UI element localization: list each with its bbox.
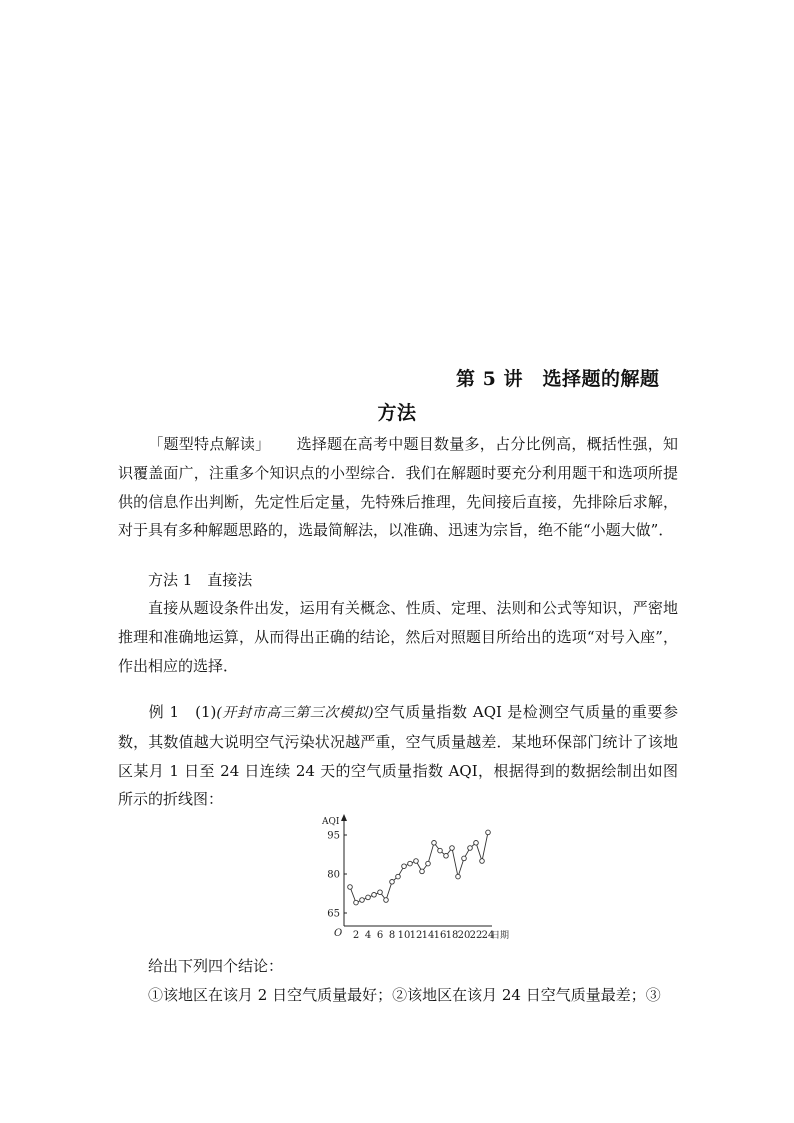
aqi-data-point xyxy=(456,874,461,879)
y-tick-label: 95 xyxy=(327,830,340,842)
example1-text: 空气质量指数 AQI 是检测空气质量的重要参数，其数值越大说明空气污染状况越严重，空气质量越差．某地环保部门统计了该地区某月 1 日至 24 日连续 24 天的空气质量指数 AQI，根据得到的数据绘制出如图所示的折线图： xyxy=(118,703,678,809)
aqi-data-point xyxy=(372,893,377,898)
method1-title-text: 方法 1 直接法 xyxy=(148,571,253,589)
x-tick-label: 20 xyxy=(457,930,471,941)
x-tick-label: 12 xyxy=(409,930,423,941)
x-tick-label: 18 xyxy=(445,930,459,941)
x-tick-label: 24 xyxy=(481,930,495,941)
y-axis-title: AQI xyxy=(322,817,340,827)
aqi-data-point xyxy=(468,846,473,851)
method1-text: 直接从题设条件出发，运用有关概念、性质、定理、法则和公式等知识，严密地推理和准确地运算，从而得出正确的结论，然后对照题目所给出的选项“对号入座”，作出相应的选择． xyxy=(118,599,678,675)
intro-paragraph xyxy=(118,430,678,545)
aqi-data-point xyxy=(402,864,407,869)
aqi-data-point xyxy=(396,874,401,879)
x-tick-label: 14 xyxy=(421,930,435,941)
x-tick-label: 16 xyxy=(433,930,447,941)
aqi-data-point xyxy=(426,861,431,866)
conclusions-line-text: ①该地区在该月 2 日空气质量最好；②该地区在该月 24 日空气质量最差；③ xyxy=(148,986,661,1004)
aqi-data-point xyxy=(486,830,491,835)
lecture-title-line2: 方法 xyxy=(377,402,417,424)
aqi-line-chart xyxy=(312,808,512,946)
y-tick-label: 80 xyxy=(327,869,340,881)
x-tick-label: 4 xyxy=(364,930,372,941)
aqi-data-point xyxy=(360,898,365,903)
aqi-data-point xyxy=(432,841,437,846)
intro-label: 「题型特点解读」 xyxy=(148,435,271,453)
conclusions-intro-text: 给出下列四个结论： xyxy=(148,957,284,975)
conclusions-line xyxy=(118,981,678,1010)
aqi-data-point xyxy=(444,854,449,859)
x-tick-label: 8 xyxy=(388,930,396,941)
x-tick-label: 22 xyxy=(469,930,483,941)
aqi-series-line xyxy=(350,832,488,902)
y-axis-arrow xyxy=(341,814,347,821)
origin-label: O xyxy=(334,928,343,939)
method1-title xyxy=(118,566,678,595)
aqi-data-point xyxy=(474,841,479,846)
example1-source: (开封市高三第三次模拟) xyxy=(216,705,374,721)
x-tick-label: 6 xyxy=(376,930,384,941)
conclusions-intro xyxy=(118,952,678,981)
aqi-data-point xyxy=(384,898,389,903)
aqi-data-point xyxy=(354,900,359,905)
aqi-data-point xyxy=(366,895,371,900)
aqi-chart-svg xyxy=(312,808,512,946)
aqi-data-point xyxy=(438,848,443,853)
x-tick-label: 2 xyxy=(352,930,360,941)
example1-paragraph xyxy=(118,698,678,814)
aqi-data-point xyxy=(408,861,413,866)
intro-text: 选择题在高考中题目数量多，占分比例高，概括性强，知识覆盖面广，注重多个知识点的小型综合．我们在解题时要充分利用题干和选项所提供的信息作出判断，先定性后定量，先特殊后推理，先间接后直接，先排除后求解，对于具有多种解题思路的，选最简解法，以准确、迅速为宗旨，绝不能“小题大做”． xyxy=(118,435,678,540)
aqi-data-point xyxy=(420,869,425,874)
aqi-data-point xyxy=(462,856,467,861)
aqi-data-point xyxy=(390,880,395,885)
aqi-data-point xyxy=(378,890,383,895)
x-tick-label: 10 xyxy=(397,930,411,941)
lecture-title-line1: 第 5 讲 选择题的解题 xyxy=(456,368,660,390)
example1-label: 例 1 (1) xyxy=(148,703,217,721)
aqi-data-point xyxy=(414,859,419,864)
aqi-data-point xyxy=(450,846,455,851)
x-axis-title: 日期 xyxy=(491,931,510,941)
y-tick-label: 65 xyxy=(327,908,340,920)
aqi-data-point xyxy=(348,885,353,890)
method1-paragraph xyxy=(118,594,678,680)
aqi-data-point xyxy=(480,859,485,864)
